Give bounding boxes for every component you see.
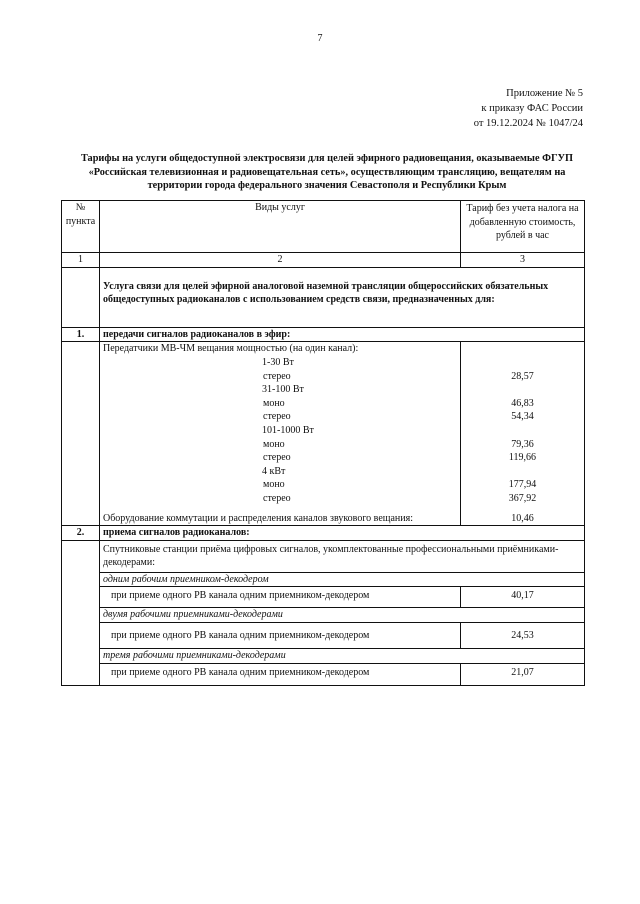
- power-range-label: 4 кВт: [262, 465, 286, 477]
- page-number: 7: [317, 33, 323, 44]
- group-item-value: 40,17: [461, 587, 585, 608]
- group-item-label: при приеме одного РВ канала одним приемником-декодером: [111, 666, 370, 678]
- equipment-label: Оборудование коммутации и распределения каналов звукового вещания:: [103, 512, 413, 524]
- section-number: 2.: [62, 526, 100, 541]
- tariff-value: 46,83: [511, 397, 534, 409]
- section-row: [62, 526, 585, 541]
- transmitter-values: [464, 356, 581, 506]
- group-heading: тремя рабочими приемниками-декодерами: [100, 649, 585, 664]
- service-heading: Услуга связи для целей эфирной аналоговой наземной трансляции общероссийских обязательных общедоступных радиоканалов с использованием средств связи, предназначенных для:: [100, 267, 585, 327]
- transmitters-values: [461, 342, 585, 526]
- satellite-intro-row: [62, 540, 585, 572]
- satellite-intro: Спутниковые станции приёма цифровых сигналов, укомплектованные профессиональными приёмниками-декодерами:: [100, 540, 585, 572]
- group-item-value: 24,53: [461, 622, 585, 649]
- group-heading: двумя рабочими приемниками-декодерами: [100, 608, 585, 623]
- mode-label: стерео: [263, 370, 291, 382]
- group-item-label: при приеме одного РВ канала одним приемником-декодером: [111, 590, 370, 602]
- tariff-value: 177,94: [508, 479, 537, 491]
- group-item-label: при приеме одного РВ канала одним приемником-декодером: [111, 629, 370, 641]
- section-title: передачи сигналов радиоканалов в эфир:: [100, 327, 585, 342]
- column-number: 2: [100, 253, 461, 268]
- transmitters-intro: Передатчики МВ-ЧМ вещания мощностью (на один канал):: [103, 343, 359, 355]
- header-tariff: Тариф без учета налога на добавленную стоимость, рублей в час: [461, 201, 585, 253]
- appendix-line-2: к приказу ФАС России: [481, 103, 583, 114]
- group-heading-row: [62, 649, 585, 664]
- group-item-row: [62, 622, 585, 649]
- document-title: Тарифы на услуги общедоступной электросвязи для целей эфирного радиовещания, оказываемые ФГУП «Российская телевизионная и радиовещательная сеть», осуществляющим трансляцию, вещателям на территории города федерального значения Севастополя и Республики Крым: [80, 153, 574, 191]
- tariff-value: 79,36: [511, 438, 534, 450]
- transmitters-labels: [100, 342, 461, 526]
- tariff-value: 119,66: [508, 452, 537, 464]
- tariff-value: [464, 356, 581, 370]
- tariff-value: 54,34: [511, 411, 534, 423]
- transmitter-lines: [103, 356, 457, 506]
- header-service-type: Виды услуг: [100, 201, 461, 253]
- tariff-value: [464, 465, 581, 479]
- mode-label: стерео: [263, 411, 291, 423]
- transmitters-block: [62, 342, 585, 526]
- tariff-value: 367,92: [508, 492, 537, 504]
- power-range-label: 31-100 Вт: [262, 384, 304, 396]
- column-number-row: [62, 253, 585, 268]
- power-range-label: 101-1000 Вт: [262, 424, 314, 436]
- section-title: приема сигналов радиоканалов:: [100, 526, 585, 541]
- table-header-row: [62, 201, 585, 253]
- group-item-row: [62, 587, 585, 608]
- group-heading: одним рабочим приемником-декодером: [100, 572, 585, 587]
- group-item-value: 21,07: [461, 663, 585, 686]
- header-item-number: № пункта: [62, 201, 100, 253]
- tariff-table: [61, 200, 585, 686]
- section-number: 1.: [62, 327, 100, 342]
- equipment-value: 10,46: [511, 512, 534, 524]
- group-heading-row: [62, 608, 585, 623]
- tariff-value: 28,57: [511, 370, 534, 382]
- service-heading-row: [62, 267, 585, 327]
- column-number: 3: [461, 253, 585, 268]
- column-number: 1: [62, 253, 100, 268]
- appendix-line-3: от 19.12.2024 № 1047/24: [473, 118, 583, 129]
- appendix-line-1: Приложение № 5: [506, 88, 583, 99]
- section-row: [62, 327, 585, 342]
- mode-label: стерео: [263, 452, 291, 464]
- group-item-row: [62, 663, 585, 686]
- appendix-reference: [474, 86, 583, 131]
- mode-label: моно: [263, 438, 285, 450]
- mode-label: стерео: [263, 492, 291, 504]
- group-heading-row: [62, 572, 585, 587]
- mode-label: моно: [263, 397, 285, 409]
- power-range-label: 1-30 Вт: [262, 356, 294, 368]
- tariff-value: [464, 383, 581, 397]
- tariff-value: [464, 424, 581, 438]
- mode-label: моно: [263, 479, 285, 491]
